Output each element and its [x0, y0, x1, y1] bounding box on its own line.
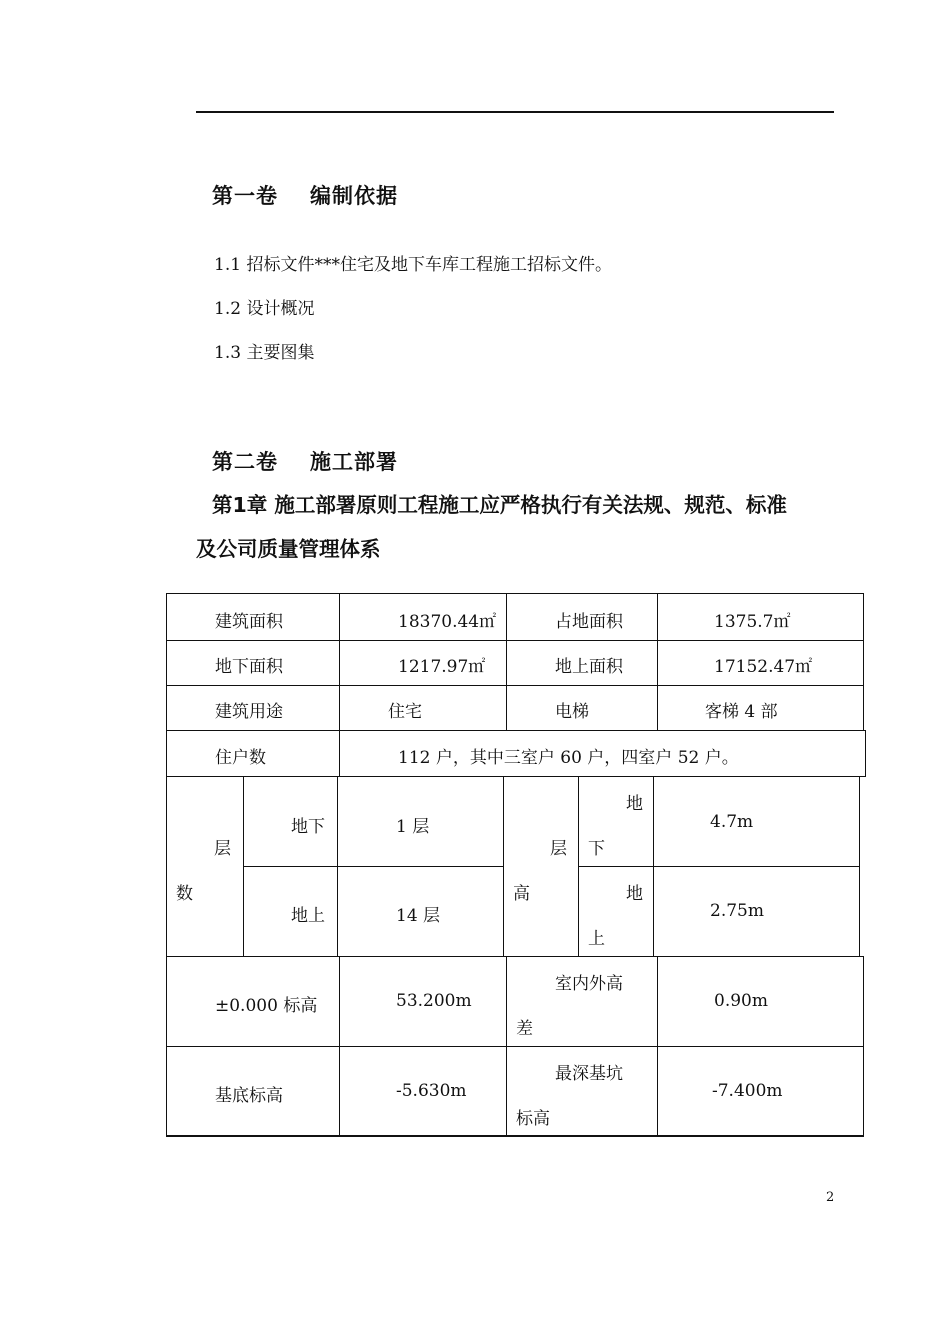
- deepest-pit-label-2: 标高: [516, 1109, 550, 1129]
- floors-under-value: 1 层: [396, 817, 430, 837]
- volume1-item-2: 1.2 设计概况: [214, 299, 315, 319]
- deepest-pit-value: -7.400m: [712, 1081, 783, 1101]
- aboveground-area-label: 地上面积: [555, 657, 623, 677]
- volume1-subtitle: 编制依据: [310, 184, 398, 208]
- floors-above-label: 地上: [291, 906, 325, 926]
- header-rule: [196, 111, 834, 113]
- aboveground-area-value: 17152.47㎡: [714, 657, 813, 677]
- site-area-value: 1375.7㎡: [714, 612, 791, 632]
- base-elev-label: 基底标高: [215, 1086, 283, 1106]
- height-under-label-1: 地: [626, 794, 643, 814]
- elevator-value: 客梯 4 部: [705, 702, 778, 722]
- volume1-item-3: 1.3 主要图集: [214, 343, 315, 363]
- building-area-value: 18370.44㎡: [398, 612, 497, 632]
- height-above-value: 2.75m: [710, 901, 764, 921]
- cell-height-label: [503, 776, 579, 957]
- floors-label-1: 层: [214, 839, 231, 859]
- underground-area-label: 地下面积: [215, 657, 283, 677]
- chapter1-line1: 第1章 施工部署原则工程施工应严格执行有关法规、规范、标准: [212, 493, 787, 517]
- volume2-heading: [212, 446, 398, 476]
- indoor-outdoor-value: 0.90m: [714, 991, 768, 1011]
- base-elev-value: -5.630m: [396, 1081, 467, 1101]
- height-under-label-2: 下: [588, 839, 605, 859]
- height-label-2: 高: [513, 884, 530, 904]
- usage-value: 住宅: [388, 702, 422, 722]
- site-area-label: 占地面积: [555, 612, 623, 632]
- height-above-label-2: 上: [588, 929, 605, 949]
- volume1-heading: [212, 180, 398, 210]
- households-value: 112 户，其中三室户 60 户，四室户 52 户。: [398, 748, 739, 768]
- volume2-subtitle: 施工部署: [310, 450, 398, 474]
- floors-under-label: 地下: [291, 817, 325, 837]
- elevator-label: 电梯: [555, 702, 589, 722]
- height-above-label-1: 地: [626, 884, 643, 904]
- indoor-outdoor-label-2: 差: [516, 1019, 533, 1039]
- volume2-title: 第二卷: [212, 450, 278, 474]
- indoor-outdoor-label-1: 室内外高: [555, 974, 623, 994]
- deepest-pit-label-1: 最深基坑: [555, 1064, 623, 1084]
- underground-area-value: 1217.97㎡: [398, 657, 486, 677]
- page-number: 2: [826, 1190, 835, 1205]
- volume1-item-1: 1.1 招标文件***住宅及地下车库工程施工招标文件。: [214, 255, 612, 275]
- building-area-label: 建筑面积: [215, 612, 283, 632]
- zero-elev-value: 53.200m: [396, 991, 472, 1011]
- households-label: 住户数: [215, 748, 266, 768]
- floors-label-2: 数: [176, 884, 193, 904]
- cell-usage-value: [339, 685, 507, 731]
- height-under-value: 4.7m: [710, 812, 754, 832]
- floors-above-value: 14 层: [396, 906, 441, 926]
- cell-floors-label: [166, 776, 244, 957]
- volume1-title: 第一卷: [212, 184, 278, 208]
- cell-height-under-value: [653, 776, 860, 867]
- height-label-1: 层: [550, 839, 567, 859]
- chapter1-line2: 及公司质量管理体系: [196, 537, 381, 561]
- zero-elev-label: ±0.000 标高: [215, 996, 318, 1016]
- usage-label: 建筑用途: [215, 702, 283, 722]
- chapter1-heading: [196, 483, 846, 571]
